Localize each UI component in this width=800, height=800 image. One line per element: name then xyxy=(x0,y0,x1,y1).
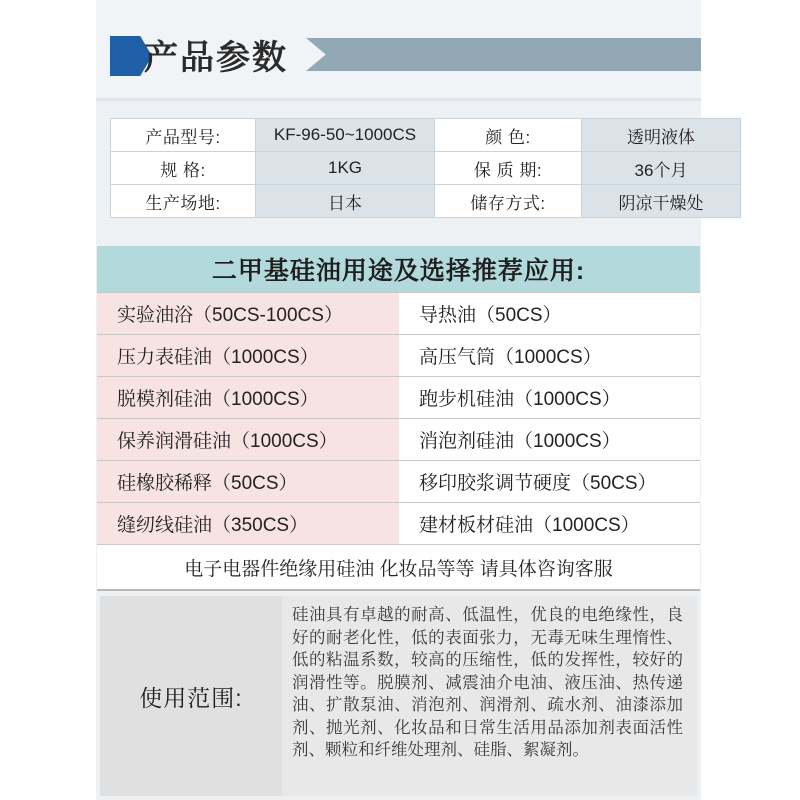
usage-row xyxy=(97,503,700,545)
spec-value-model: KF-96-50~1000CS xyxy=(256,119,435,152)
usage-row xyxy=(97,419,700,461)
usage-item-left: 缝纫线硅油（350CS） xyxy=(97,503,399,544)
usage-item-right: 建材板材硅油（1000CS） xyxy=(399,503,700,544)
usage-item-left: 保养润滑硅油（1000CS） xyxy=(97,419,399,460)
usage-item-left: 硅橡胶稀释（50CS） xyxy=(97,461,399,502)
usage-application-list xyxy=(97,292,700,591)
usage-row xyxy=(97,292,700,335)
section-header-product-params xyxy=(96,0,701,100)
usage-section-heading xyxy=(97,246,700,292)
spec-label-shelf-life: 保 质 期: xyxy=(435,152,582,185)
scope-description: 硅油具有卓越的耐高、低温性，优良的电绝缘性，良好的耐老化性，低的表面张力，无毒无味生理惰性、低的粘温系数，较高的压缩性，低的发挥性，较好的润滑性等。脱膜剂、减震油介电油、液压油、热传递油、扩散泵油、消泡剂、润滑剂、疏水剂、油漆添加剂、抛光剂、化妆品和日常生活用品添加剂表面活性剂、颗粒和纤维处理剂、硅脂、絮凝剂。 xyxy=(282,596,697,796)
spec-value-shelf-life: 36个月 xyxy=(582,152,741,185)
spec-label-storage: 储存方式: xyxy=(435,185,582,218)
spec-label-model: 产品型号: xyxy=(111,119,256,152)
product-spec-panel xyxy=(96,0,704,800)
spec-value-origin: 日本 xyxy=(256,185,435,218)
usage-row xyxy=(97,461,700,503)
spec-value-color: 透明液体 xyxy=(582,119,741,152)
ribbon-banner-decoration xyxy=(306,38,701,71)
usage-heading-text: 二甲基硅油用途及选择推荐应用: xyxy=(211,257,586,285)
usage-footer-note: 电子电器件绝缘用硅油 化妆品等等 请具体咨询客服 xyxy=(97,545,700,591)
page-title: 产品参数 xyxy=(144,39,288,77)
spec-label-origin: 生产场地: xyxy=(111,185,256,218)
usage-row xyxy=(97,335,700,377)
spec-value-storage: 阴凉干燥处 xyxy=(582,185,741,218)
usage-item-right: 移印胶浆调节硬度（50CS） xyxy=(399,461,700,502)
spec-value-size: 1KG xyxy=(256,152,435,185)
scope-section xyxy=(100,596,697,796)
table-row xyxy=(111,119,741,152)
table-row xyxy=(111,152,741,185)
usage-item-left: 压力表硅油（1000CS） xyxy=(97,335,399,376)
scope-label: 使用范围: xyxy=(100,596,282,796)
spec-label-size: 规 格: xyxy=(111,152,256,185)
table-row xyxy=(111,185,741,218)
usage-item-left: 脱模剂硅油（1000CS） xyxy=(97,377,399,418)
usage-item-right: 导热油（50CS） xyxy=(399,293,700,334)
spec-table-container xyxy=(110,118,704,218)
usage-row xyxy=(97,377,700,419)
spec-table xyxy=(110,118,741,218)
usage-item-right: 消泡剂硅油（1000CS） xyxy=(399,419,700,460)
usage-item-right: 高压气筒（1000CS） xyxy=(399,335,700,376)
header-divider xyxy=(96,98,701,101)
spec-label-color: 颜 色: xyxy=(435,119,582,152)
usage-item-right: 跑步机硅油（1000CS） xyxy=(399,377,700,418)
usage-item-left: 实验油浴（50CS-100CS） xyxy=(97,293,399,334)
